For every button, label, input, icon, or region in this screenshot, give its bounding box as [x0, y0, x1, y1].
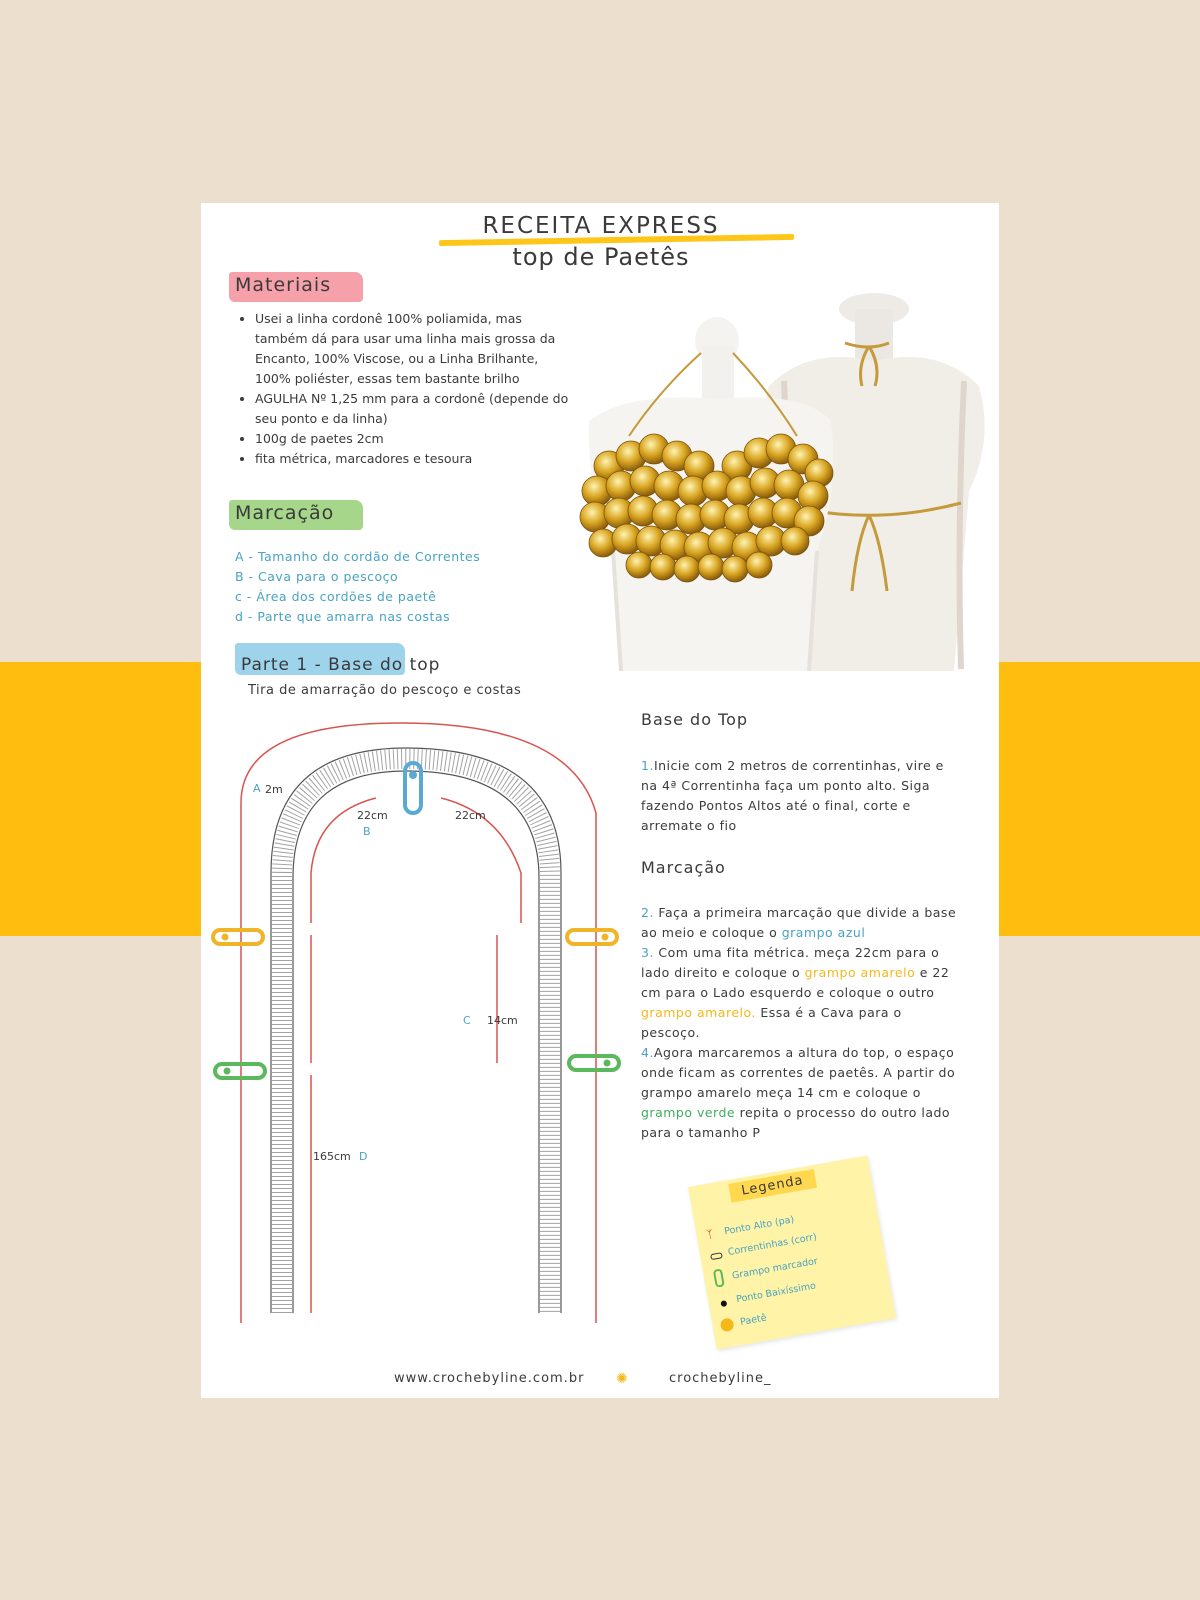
product-photo: [569, 291, 999, 671]
step-text: Com uma fita métrica. meça 22cm para o lado direito e coloque o: [641, 945, 940, 980]
step-4: [641, 1043, 959, 1143]
marking-item-a: A - Tamanho do cordão de Correntes: [235, 549, 481, 564]
list-item: • 100g de paetes 2cm: [255, 429, 575, 449]
pattern-page: [201, 203, 999, 1398]
list-item: • Usei a linha cordonê 100% poliamida, mas também dá para usar uma linha mais grossa da Encanto, 100% Viscose, ou a Linha Brilhante, 100% poliéster, essas tem bastante brilho: [255, 309, 575, 389]
sun-icon: ✺: [616, 1371, 628, 1387]
step-text: Inicie com 2 metros de correntinhas, vire e na 4ª Correntinha faça um ponto alto. Siga fazendo Pontos Altos até o final, corte e arremate o fio: [641, 758, 944, 833]
legend-note: [688, 1155, 896, 1349]
diagram-label-a: A: [253, 782, 261, 795]
crochet-diagram: [201, 703, 631, 1343]
diagram-left-22: 22cm: [357, 809, 388, 822]
page-subtitle: top de Paetês: [512, 243, 690, 271]
footer-website[interactable]: www.crochebyline.com.br: [394, 1371, 585, 1386]
double-crochet-icon: ᛉ: [705, 1227, 715, 1242]
step-text: e 22 cm para o Lado esquerdo e coloque o outro: [641, 965, 950, 1000]
slip-stitch-icon: [720, 1300, 727, 1307]
green-pin-left-icon: [215, 1064, 265, 1078]
diagram-label-b: B: [363, 825, 371, 838]
green-pin-term: grampo verde: [641, 1105, 736, 1120]
crochet-band-stitches: [282, 759, 550, 1313]
legend-item: Paetê: [739, 1312, 768, 1328]
crochet-band-outer: [271, 748, 561, 1313]
chain-icon: [710, 1252, 723, 1260]
step-number: 1.: [641, 758, 654, 773]
marking-item-d: d - Parte que amarra nas costas: [235, 609, 451, 624]
list-item: • AGULHA Nº 1,25 mm para a cordonê (depende do seu ponto e da linha): [255, 389, 575, 429]
diagram-value-a: 2m: [265, 783, 283, 796]
marking-item-b: B - Cava para o pescoço: [235, 569, 399, 584]
part1-heading: Parte 1 - Base do top: [241, 655, 441, 675]
step-3: [641, 943, 959, 1043]
legend-title: Legenda: [728, 1169, 817, 1203]
marking-item-c: c - Área dos cordões de paetê: [235, 589, 437, 604]
yellow-pin-term: grampo amarelo: [804, 965, 916, 980]
marking-heading: Marcação: [235, 502, 335, 524]
diagram-value-c: 14cm: [487, 1014, 518, 1027]
diagram-label-c: C: [463, 1014, 471, 1027]
legend-item: Correntinhas (corr): [727, 1231, 818, 1259]
base-heading: Base do Top: [641, 710, 749, 729]
part1-subtitle: Tira de amarração do pescoço e costas: [248, 683, 522, 698]
step-number: 3.: [641, 945, 654, 960]
step-text: Agora marcaremos a altura do top, o espaço onde ficam as correntes de paetês. A partir do grampo amarelo meça 14 cm e coloque o: [641, 1045, 956, 1100]
materials-list: [235, 309, 575, 469]
list-item: • fita métrica, marcadores e tesoura: [255, 449, 575, 469]
marcacao-heading: Marcação: [641, 858, 726, 877]
sequin-icon: [720, 1317, 735, 1332]
diagram-label-d: D: [359, 1150, 368, 1163]
step-text: Faça a primeira marcação que divide a base ao meio e coloque o: [641, 905, 957, 940]
legend-item: Grampo marcador: [731, 1255, 819, 1282]
footer-handle[interactable]: crochebyline_: [669, 1371, 772, 1386]
marcacao-steps: [641, 903, 959, 1143]
materials-heading: Materiais: [235, 274, 332, 296]
pin-icon: [713, 1268, 725, 1287]
legend-item: Ponto Alto (pa): [723, 1214, 796, 1238]
step-2: [641, 903, 959, 943]
crochet-band-inner: [293, 771, 539, 1313]
step-text: repita o processo do outro lado para o tamanho P: [641, 1105, 951, 1140]
page-title: RECEITA EXPRESS: [482, 213, 720, 239]
step-text: Essa é a Cava para o pescoço.: [641, 1005, 902, 1040]
diagram-right-22: 22cm: [455, 809, 486, 822]
step-number: 2.: [641, 905, 654, 920]
yellow-pin-right-icon: [567, 930, 617, 944]
yellow-pin-left-icon: [213, 930, 263, 944]
step-number: 4.: [641, 1045, 654, 1060]
diagram-value-d: 165cm: [313, 1150, 351, 1163]
legend-item: Ponto Baixíssimo: [735, 1280, 817, 1306]
green-pin-right-icon: [569, 1056, 619, 1070]
blue-pin-term: grampo azul: [781, 925, 866, 940]
base-step-1: [641, 756, 951, 836]
yellow-pin-term: grampo amarelo.: [641, 1005, 756, 1020]
